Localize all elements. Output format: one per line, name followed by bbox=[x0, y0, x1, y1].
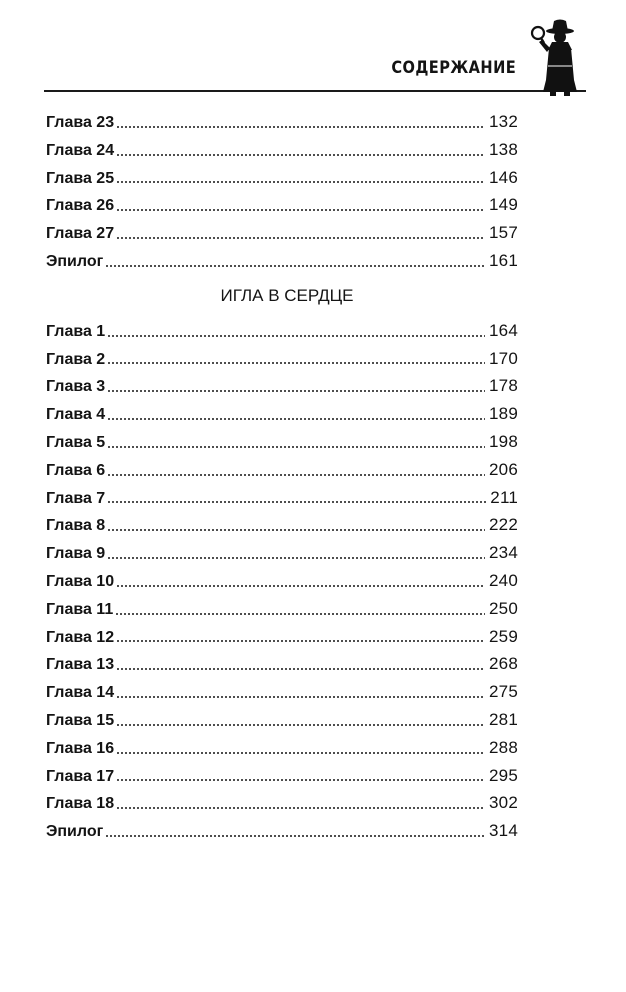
dot-leader bbox=[116, 181, 485, 183]
toc-entry-page-number: 157 bbox=[489, 223, 518, 243]
toc-entry-page-number: 149 bbox=[489, 195, 518, 215]
toc-entry-page-number: 222 bbox=[489, 515, 518, 535]
toc-entry bbox=[46, 164, 518, 192]
toc-entry bbox=[46, 456, 518, 484]
toc-entry-page-number: 240 bbox=[489, 570, 518, 590]
toc-entry bbox=[46, 317, 518, 345]
dot-leader bbox=[116, 154, 485, 156]
toc-entry-page-number: 198 bbox=[489, 431, 518, 451]
dot-leader bbox=[116, 668, 485, 670]
dot-leader bbox=[107, 390, 485, 392]
toc-entry-label: Глава 17 bbox=[46, 767, 115, 785]
toc-entry bbox=[46, 191, 518, 219]
toc-entry-label: Глава 26 bbox=[46, 197, 115, 215]
toc-entry-label: Глава 13 bbox=[46, 656, 115, 674]
dot-leader bbox=[107, 335, 485, 337]
toc-entry-label: Глава 25 bbox=[46, 169, 115, 187]
toc-part-1 bbox=[46, 108, 518, 275]
toc-entry bbox=[46, 817, 518, 845]
toc-entry-label: Глава 23 bbox=[46, 114, 115, 131]
dot-leader bbox=[105, 265, 485, 267]
toc-entry-label: Эпилог bbox=[46, 252, 104, 270]
toc-entry-page-number: 295 bbox=[489, 765, 518, 785]
dot-leader bbox=[116, 752, 485, 754]
dot-leader bbox=[116, 807, 485, 809]
toc-entry bbox=[46, 539, 518, 567]
toc-entry bbox=[46, 372, 518, 400]
detective-silhouette-icon bbox=[530, 18, 582, 96]
dot-leader bbox=[107, 557, 485, 559]
toc-entry-page-number: 164 bbox=[489, 320, 518, 340]
section-title: ИГЛА В СЕРДЦЕ bbox=[220, 285, 354, 305]
header-divider bbox=[44, 90, 586, 92]
toc-entry bbox=[46, 734, 518, 762]
toc-entry-page-number: 138 bbox=[489, 139, 518, 159]
toc-entry-page-number: 146 bbox=[489, 167, 518, 187]
toc-entry-label: Глава 14 bbox=[46, 684, 115, 702]
toc-entry-label: Глава 10 bbox=[46, 572, 115, 590]
toc-entry-page-number: 132 bbox=[489, 112, 518, 131]
toc-entry bbox=[46, 567, 518, 595]
dot-leader bbox=[105, 835, 485, 837]
dot-leader bbox=[116, 585, 485, 587]
dot-leader bbox=[107, 418, 485, 420]
dot-leader bbox=[107, 474, 485, 476]
toc-entry-label: Глава 24 bbox=[46, 141, 115, 159]
toc-entry bbox=[46, 762, 518, 790]
dot-leader bbox=[116, 209, 485, 211]
dot-leader bbox=[116, 779, 485, 781]
toc-entry bbox=[46, 623, 518, 651]
toc-entry-page-number: 281 bbox=[489, 709, 518, 729]
dot-leader bbox=[116, 640, 485, 642]
toc-entry-page-number: 170 bbox=[489, 348, 518, 368]
toc-entry bbox=[46, 108, 518, 136]
dot-leader bbox=[116, 126, 485, 128]
toc-entry-label: Глава 16 bbox=[46, 739, 115, 757]
toc-entry bbox=[46, 484, 518, 512]
toc-entry-page-number: 259 bbox=[489, 626, 518, 646]
dot-leader bbox=[116, 237, 485, 239]
toc-entry-label: Глава 27 bbox=[46, 225, 115, 243]
toc-entry-label: Глава 18 bbox=[46, 795, 115, 813]
toc-entry bbox=[46, 247, 518, 275]
toc-entry-label: Глава 1 bbox=[46, 322, 106, 340]
toc-entry-label: Эпилог bbox=[46, 823, 104, 841]
toc-entry bbox=[46, 789, 518, 817]
dot-leader bbox=[107, 529, 485, 531]
toc-entry-label: Глава 11 bbox=[46, 600, 114, 618]
toc-entry-label: Глава 8 bbox=[46, 517, 106, 535]
dot-leader bbox=[116, 696, 485, 698]
toc-entry-page-number: 288 bbox=[489, 737, 518, 757]
toc-entry-label: Глава 12 bbox=[46, 628, 115, 646]
toc-entry-page-number: 234 bbox=[489, 543, 518, 563]
toc-entry-label: Глава 6 bbox=[46, 461, 106, 479]
toc-entry-page-number: 206 bbox=[489, 459, 518, 479]
toc-entry bbox=[46, 219, 518, 247]
toc-entry-page-number: 189 bbox=[489, 404, 518, 424]
toc-entry bbox=[46, 428, 518, 456]
toc-entry-label: Глава 5 bbox=[46, 433, 106, 451]
toc-entry-page-number: 178 bbox=[489, 376, 518, 396]
dot-leader bbox=[115, 613, 485, 615]
toc-entry bbox=[46, 595, 518, 623]
toc-entry-label: Глава 2 bbox=[46, 350, 106, 368]
table-of-contents bbox=[46, 108, 518, 845]
toc-entry-page-number: 302 bbox=[489, 793, 518, 813]
dot-leader bbox=[107, 362, 485, 364]
toc-entry-page-number: 275 bbox=[489, 682, 518, 702]
page-header bbox=[44, 18, 586, 92]
toc-entry bbox=[46, 345, 518, 373]
toc-entry bbox=[46, 136, 518, 164]
toc-entry-page-number: 250 bbox=[489, 598, 518, 618]
toc-entry bbox=[46, 706, 518, 734]
toc-entry bbox=[46, 678, 518, 706]
dot-leader bbox=[107, 446, 485, 448]
toc-entry-page-number: 211 bbox=[490, 487, 518, 507]
toc-entry-label: Глава 15 bbox=[46, 711, 115, 729]
toc-entry-label: Глава 7 bbox=[46, 489, 106, 507]
toc-entry-label: Глава 4 bbox=[46, 406, 106, 424]
toc-entry-label: Глава 9 bbox=[46, 545, 106, 563]
toc-entry-page-number: 268 bbox=[489, 654, 518, 674]
dot-leader bbox=[116, 724, 485, 726]
toc-entry-page-number: 314 bbox=[489, 821, 518, 841]
toc-entry bbox=[46, 650, 518, 678]
page-title: СОДЕРЖАНИЕ bbox=[391, 58, 516, 78]
toc-entry-label: Глава 3 bbox=[46, 378, 106, 396]
toc-entry bbox=[46, 400, 518, 428]
dot-leader bbox=[107, 501, 486, 503]
toc-entry-page-number: 161 bbox=[489, 250, 518, 270]
toc-part-2 bbox=[46, 317, 518, 845]
toc-entry bbox=[46, 511, 518, 539]
